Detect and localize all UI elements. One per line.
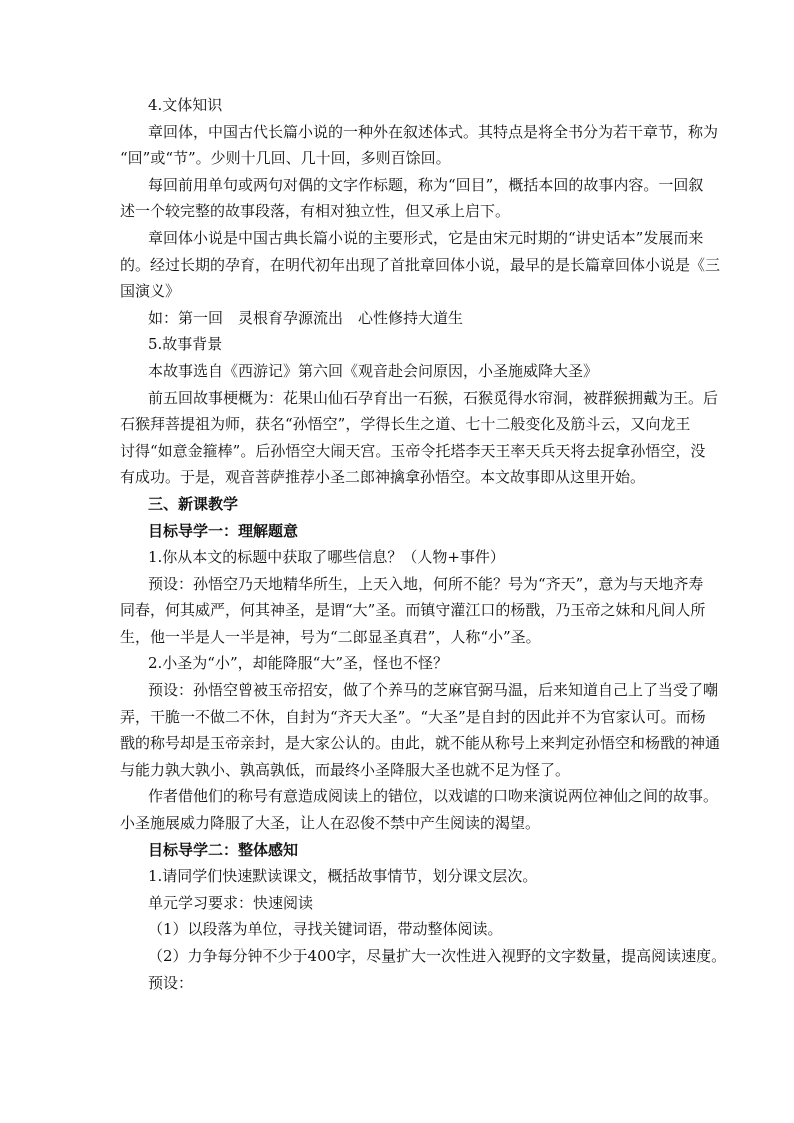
paragraph [120, 119, 719, 172]
text-line: （2）力争每分钟不少于400字，尽量扩大一次性进入视野的文字数量，提高阅读速度。 [148, 947, 727, 965]
paragraph [120, 783, 719, 836]
paragraph [120, 650, 680, 677]
text-line: 2.小圣为“小”，却能降服“大”圣，怪也不怪？ [148, 654, 448, 673]
text-line: “回”或“节”。少则十几回、几十回，多则百馀回。 [120, 149, 451, 168]
text-line: 本故事选自《西游记》第六回《观音赴会问原因，小圣施威降大圣》 [148, 361, 599, 380]
section-heading: 目标导学一：理解题意 [148, 521, 299, 540]
text-line: 作者借他们的称号有意造成阅读上的错位，以戏谑的口吻来演说两位神仙之间的故事。 [148, 787, 719, 806]
text-line: 5.故事背景 [148, 335, 223, 354]
paragraph [120, 491, 680, 518]
paragraph [120, 518, 680, 545]
text-line: 的。经过长期的孕育，在明代初年出现了首批章回体小说，最早的是长篇章回体小说是《三 [120, 255, 721, 274]
paragraph [120, 890, 680, 917]
text-line: 预设： [148, 973, 194, 992]
text-line: 有成功。于是，观音菩萨推荐小圣二郎神擒拿孙悟空。本文故事即从这里开始。 [120, 468, 646, 487]
text-line: 单元学习要求：快速阅读 [148, 893, 314, 912]
text-line: 如：第一回 灵根育孕源流出 心性修持大道生 [148, 308, 464, 327]
paragraph [120, 863, 680, 890]
text-line: 国演义》 [120, 282, 181, 301]
text-line: 小圣施展威力降服了大圣，让人在忍俊不禁中产生阅读的渴望。 [120, 814, 541, 833]
text-line: 预设：孙悟空曾被玉帝招安，做了个养马的芝麻官弼马温，后来知道自己上了当受了嘲 [148, 681, 719, 700]
paragraph [120, 305, 680, 332]
text-line: 与能力孰大孰小、孰高孰低，而最终小圣降服大圣也就不足为怪了。 [120, 760, 571, 779]
paragraph [120, 677, 721, 783]
text-line: 述一个较完整的故事段落，有相对独立性，但又承上启下。 [120, 202, 511, 221]
paragraph [120, 571, 706, 651]
text-line: 弄，干脆一不做二不休，自封为“齐天大圣”。“大圣”是自封的因此并不为官家认可。而杨 [120, 707, 706, 726]
paragraph [120, 225, 721, 305]
paragraph [120, 385, 719, 491]
text-line: 每回前用单句或两句对偶的文字作标题，称为“回目”，概括本回的故事内容。一回叙 [148, 175, 704, 194]
paragraph [120, 916, 680, 943]
text-line: 1.请同学们快速默读课文，概括故事情节，划分课文层次。 [148, 867, 538, 886]
text-line: 生，他一半是人一半是神，号为“二郎显圣真君”，人称“小”圣。 [120, 627, 541, 646]
section-heading: 目标导学二：整体感知 [148, 840, 299, 859]
document-page [120, 92, 727, 996]
paragraph [120, 92, 680, 119]
paragraph [120, 943, 727, 970]
text-line: 讨得“如意金箍棒”。后孙悟空大闹天宫。玉帝令托塔李天王率天兵天将去捉拿孙悟空，没 [120, 441, 706, 460]
text-line: 石猴拜菩提祖为师，获名“孙悟空”，学得长生之道、七十二般变化及筋斗云，又向龙王 [120, 415, 691, 434]
paragraph [120, 358, 680, 385]
paragraph [120, 331, 680, 358]
text-line: 章回体，中国古代长篇小说的一种外在叙述体式。其特点是将全书分为若干章节，称为 [148, 122, 719, 141]
text-line: 戬的称号却是玉帝亲封，是大家公认的。由此，就不能从称号上来判定孙悟空和杨戬的神通 [120, 734, 721, 753]
text-line: （1）以段落为单位，寻找关键词语，带动整体阅读。 [148, 920, 503, 939]
paragraph [120, 837, 680, 864]
text-line: 4.文体知识 [148, 96, 223, 114]
text-line: 同春，何其威严，何其神圣，是谓“大”圣。而镇守灌江口的杨戬，乃玉帝之妹和凡间人所 [120, 601, 706, 620]
text-line: 预设：孙悟空乃天地精华所生，上天入地，何所不能？号为“齐天”，意为与天地齐寿 [148, 574, 704, 593]
section-heading: 三、新课教学 [148, 494, 239, 513]
paragraph [120, 544, 680, 571]
text-line: 前五回故事梗概为：花果山仙石孕育出一石猴，石猴觅得水帘洞，被群猴拥戴为王。后 [148, 388, 719, 407]
text-line: 章回体小说是中国古典长篇小说的主要形式，它是由宋元时期的“讲史话本”发展而来 [148, 228, 704, 247]
paragraph [120, 970, 680, 997]
text-line: 1.你从本文的标题中获取了哪些信息？（人物+事件） [148, 548, 505, 567]
paragraph [120, 172, 704, 225]
